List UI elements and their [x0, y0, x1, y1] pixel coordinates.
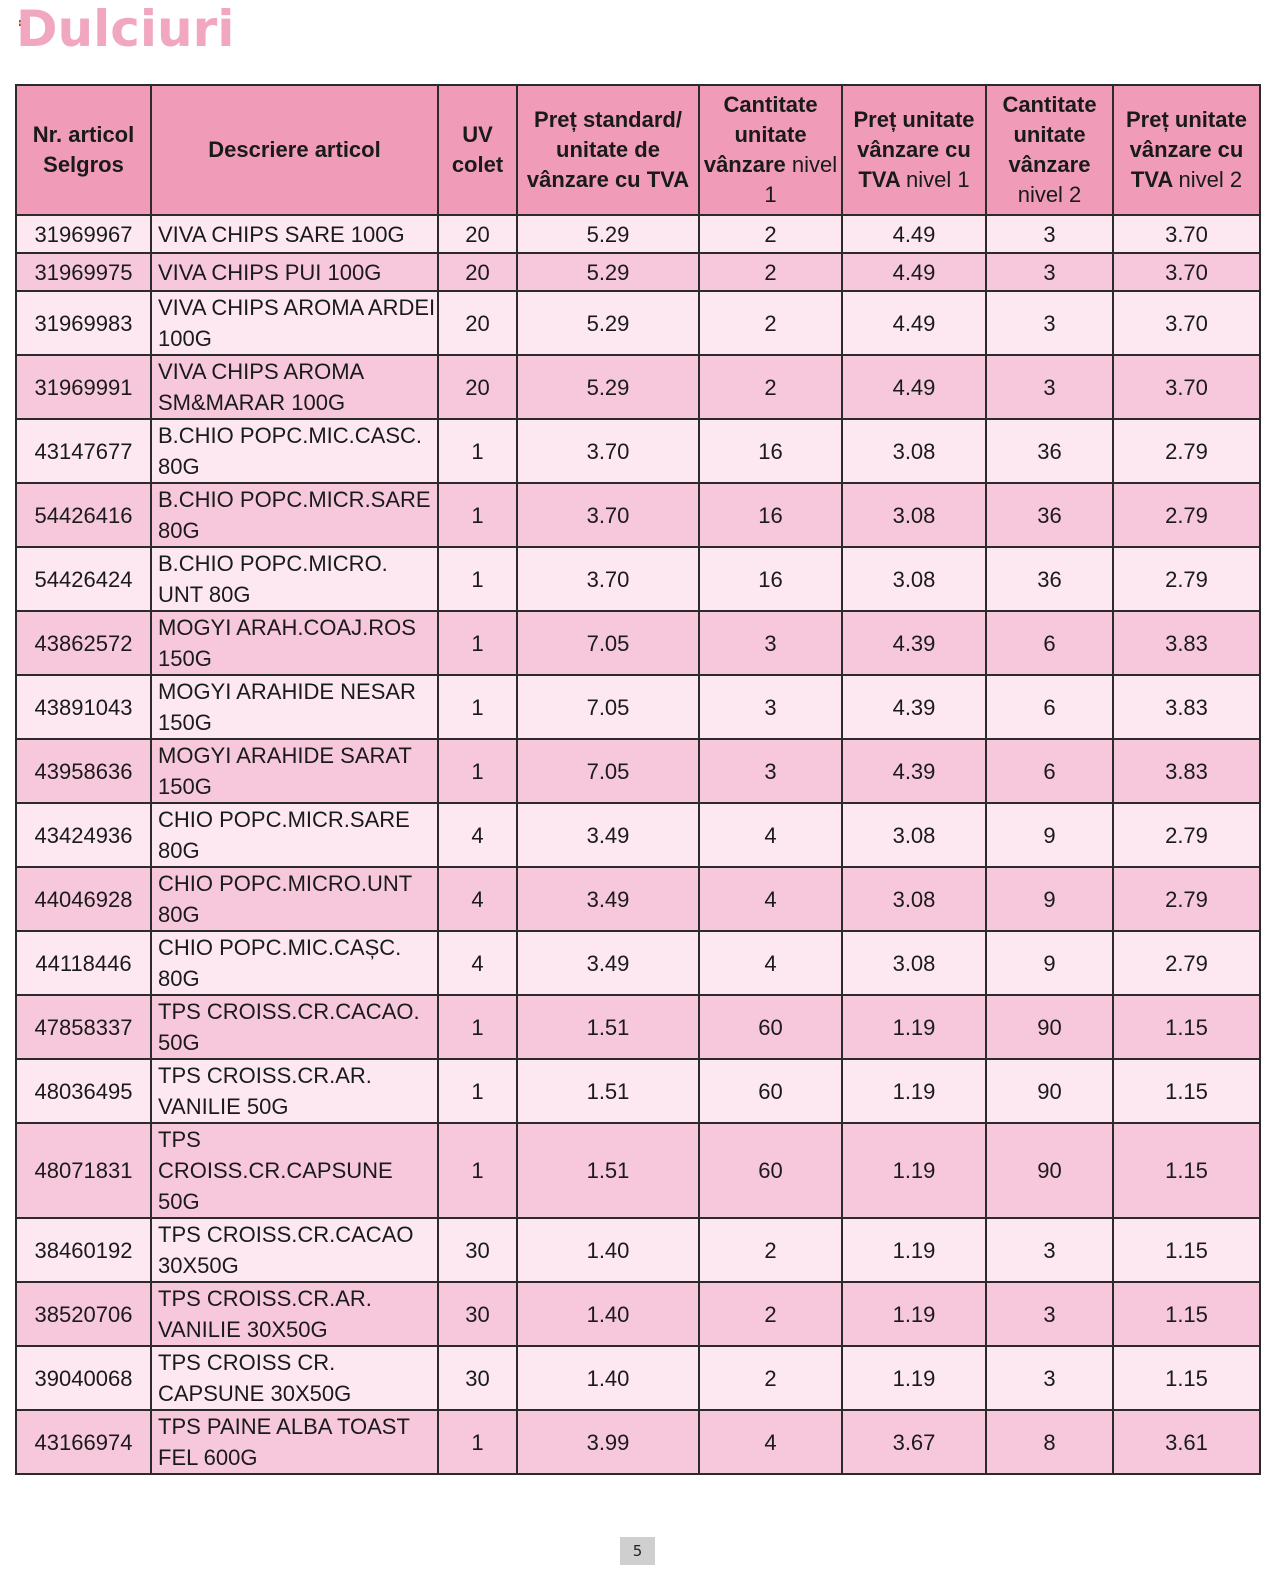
- cell-pret-1: 4.49: [842, 355, 986, 419]
- table-row: [16, 739, 1260, 803]
- cell-descriere: VIVA CHIPS AROMA ARDEI 100G: [151, 291, 438, 355]
- cell-descriere: B.CHIO POPC.MICR.SARE 80G: [151, 483, 438, 547]
- cell-cantitate-2: 3: [986, 291, 1113, 355]
- cell-nr-articol: 43147677: [16, 419, 151, 483]
- table-row: [16, 611, 1260, 675]
- cell-cantitate-1: 16: [699, 483, 842, 547]
- cell-cantitate-1: 4: [699, 931, 842, 995]
- cell-pret-standard: 7.05: [517, 675, 699, 739]
- cell-nr-articol: 38520706: [16, 1282, 151, 1346]
- cell-pret-2: 1.15: [1113, 995, 1260, 1059]
- cell-nr-articol: 54426416: [16, 483, 151, 547]
- cell-pret-2: 3.83: [1113, 611, 1260, 675]
- cell-pret-1: 3.08: [842, 803, 986, 867]
- cell-pret-1: 4.39: [842, 611, 986, 675]
- table-row: [16, 547, 1260, 611]
- cell-descriere: CHIO POPC.MICRO.UNT 80G: [151, 867, 438, 931]
- cell-cantitate-1: 2: [699, 291, 842, 355]
- cell-descriere: VIVA CHIPS SARE 100G: [151, 215, 438, 253]
- table-row: [16, 355, 1260, 419]
- cell-cantitate-2: 3: [986, 1346, 1113, 1410]
- cell-pret-2: 1.15: [1113, 1218, 1260, 1282]
- cell-cantitate-2: 8: [986, 1410, 1113, 1474]
- cell-pret-1: 4.39: [842, 675, 986, 739]
- cell-uv-colet: 30: [438, 1346, 517, 1410]
- header-nr-articol: Nr. articol Selgros: [16, 85, 151, 215]
- cell-uv-colet: 1: [438, 1123, 517, 1218]
- cell-pret-standard: 3.99: [517, 1410, 699, 1474]
- cell-descriere: TPS CROISS.CR.CAPSUNE 50G: [151, 1123, 438, 1218]
- cell-pret-standard: 5.29: [517, 355, 699, 419]
- table-row: [16, 419, 1260, 483]
- cell-uv-colet: 1: [438, 1059, 517, 1123]
- cell-pret-standard: 1.40: [517, 1346, 699, 1410]
- header-pret-standard: Preț standard/ unitate de vânzare cu TVA: [517, 85, 699, 215]
- cell-nr-articol: 44046928: [16, 867, 151, 931]
- cell-nr-articol: 48071831: [16, 1123, 151, 1218]
- cell-pret-standard: 1.51: [517, 1059, 699, 1123]
- cell-cantitate-1: 2: [699, 253, 842, 291]
- cell-descriere: MOGYI ARAHIDE SARAT 150G: [151, 739, 438, 803]
- cell-pret-2: 2.79: [1113, 419, 1260, 483]
- cell-uv-colet: 30: [438, 1218, 517, 1282]
- cell-cantitate-2: 3: [986, 253, 1113, 291]
- cell-pret-2: 3.70: [1113, 253, 1260, 291]
- header-pret-nivel-1: Preț unitate vânzare cu TVA nivel 1: [842, 85, 986, 215]
- cell-cantitate-2: 6: [986, 611, 1113, 675]
- cell-descriere: VIVA CHIPS PUI 100G: [151, 253, 438, 291]
- table-row: [16, 995, 1260, 1059]
- cell-nr-articol: 43891043: [16, 675, 151, 739]
- table-header-row: [16, 85, 1260, 215]
- cell-nr-articol: 43424936: [16, 803, 151, 867]
- page-title: Dulciuri: [16, 0, 235, 58]
- cell-nr-articol: 31969975: [16, 253, 151, 291]
- cell-pret-1: 1.19: [842, 995, 986, 1059]
- cell-pret-standard: 3.49: [517, 803, 699, 867]
- cell-pret-2: 3.83: [1113, 739, 1260, 803]
- cell-pret-2: 2.79: [1113, 867, 1260, 931]
- cell-cantitate-2: 36: [986, 547, 1113, 611]
- cell-descriere: TPS PAINE ALBA TOAST FEL 600G: [151, 1410, 438, 1474]
- cell-descriere: TPS CROISS.CR.CACAO 30X50G: [151, 1218, 438, 1282]
- cell-cantitate-2: 3: [986, 355, 1113, 419]
- table-row: [16, 931, 1260, 995]
- cell-pret-1: 4.49: [842, 291, 986, 355]
- table-row: [16, 1059, 1260, 1123]
- cell-pret-standard: 3.49: [517, 931, 699, 995]
- cell-uv-colet: 1: [438, 419, 517, 483]
- cell-cantitate-1: 60: [699, 995, 842, 1059]
- cell-cantitate-1: 2: [699, 1218, 842, 1282]
- cell-cantitate-2: 9: [986, 867, 1113, 931]
- cell-pret-2: 1.15: [1113, 1059, 1260, 1123]
- cell-cantitate-1: 2: [699, 1346, 842, 1410]
- table-row: [16, 803, 1260, 867]
- cell-uv-colet: 1: [438, 547, 517, 611]
- cell-pret-1: 4.49: [842, 253, 986, 291]
- cell-pret-1: 3.08: [842, 419, 986, 483]
- cell-nr-articol: 47858337: [16, 995, 151, 1059]
- cell-pret-2: 1.15: [1113, 1282, 1260, 1346]
- cell-cantitate-2: 90: [986, 995, 1113, 1059]
- cell-pret-standard: 3.49: [517, 867, 699, 931]
- cell-uv-colet: 1: [438, 675, 517, 739]
- cell-pret-2: 2.79: [1113, 803, 1260, 867]
- header-cantitate-nivel-2: Cantitate unitate vânzare nivel 2: [986, 85, 1113, 215]
- cell-cantitate-1: 3: [699, 675, 842, 739]
- cell-cantitate-2: 6: [986, 675, 1113, 739]
- cell-pret-standard: 5.29: [517, 253, 699, 291]
- cell-cantitate-1: 3: [699, 739, 842, 803]
- cell-cantitate-2: 36: [986, 483, 1113, 547]
- cell-nr-articol: 39040068: [16, 1346, 151, 1410]
- cell-pret-standard: 1.51: [517, 1123, 699, 1218]
- cell-uv-colet: 1: [438, 739, 517, 803]
- cell-cantitate-2: 3: [986, 1218, 1113, 1282]
- cell-uv-colet: 1: [438, 611, 517, 675]
- cell-nr-articol: 43166974: [16, 1410, 151, 1474]
- table-row: [16, 675, 1260, 739]
- table-row: [16, 483, 1260, 547]
- table-row: [16, 867, 1260, 931]
- table-row: [16, 1218, 1260, 1282]
- cell-pret-2: 2.79: [1113, 547, 1260, 611]
- page-number: 5: [620, 1537, 655, 1565]
- cell-descriere: CHIO POPC.MIC.CAȘC. 80G: [151, 931, 438, 995]
- cell-pret-1: 4.39: [842, 739, 986, 803]
- cell-descriere: MOGYI ARAH.COAJ.ROS 150G: [151, 611, 438, 675]
- cell-cantitate-1: 2: [699, 215, 842, 253]
- cell-nr-articol: 54426424: [16, 547, 151, 611]
- cell-descriere: B.CHIO POPC.MICRO. UNT 80G: [151, 547, 438, 611]
- price-table: [15, 84, 1261, 1475]
- cell-nr-articol: 48036495: [16, 1059, 151, 1123]
- cell-cantitate-1: 4: [699, 867, 842, 931]
- cell-cantitate-2: 3: [986, 1282, 1113, 1346]
- cell-descriere: MOGYI ARAHIDE NESAR 150G: [151, 675, 438, 739]
- cell-pret-1: 4.49: [842, 215, 986, 253]
- cell-pret-1: 3.08: [842, 867, 986, 931]
- cell-descriere: TPS CROISS CR. CAPSUNE 30X50G: [151, 1346, 438, 1410]
- cell-cantitate-1: 2: [699, 1282, 842, 1346]
- cell-pret-2: 3.83: [1113, 675, 1260, 739]
- cell-pret-2: 2.79: [1113, 483, 1260, 547]
- table-row: [16, 291, 1260, 355]
- cell-cantitate-1: 60: [699, 1123, 842, 1218]
- cell-pret-2: 1.15: [1113, 1123, 1260, 1218]
- cell-cantitate-1: 60: [699, 1059, 842, 1123]
- cell-pret-1: 1.19: [842, 1346, 986, 1410]
- cell-pret-standard: 1.40: [517, 1282, 699, 1346]
- cell-nr-articol: 43862572: [16, 611, 151, 675]
- cell-descriere: TPS CROISS.CR.CACAO. 50G: [151, 995, 438, 1059]
- cell-descriere: VIVA CHIPS AROMA SM&MARAR 100G: [151, 355, 438, 419]
- cell-cantitate-1: 16: [699, 547, 842, 611]
- cell-cantitate-2: 36: [986, 419, 1113, 483]
- cell-pret-1: 1.19: [842, 1123, 986, 1218]
- cell-pret-standard: 3.70: [517, 419, 699, 483]
- cell-descriere: TPS CROISS.CR.AR. VANILIE 30X50G: [151, 1282, 438, 1346]
- cell-pret-2: 2.79: [1113, 931, 1260, 995]
- cell-pret-standard: 5.29: [517, 291, 699, 355]
- cell-descriere: B.CHIO POPC.MIC.CASC. 80G: [151, 419, 438, 483]
- cell-uv-colet: 4: [438, 803, 517, 867]
- cell-descriere: CHIO POPC.MICR.SARE 80G: [151, 803, 438, 867]
- cell-cantitate-1: 4: [699, 1410, 842, 1474]
- cell-uv-colet: 20: [438, 215, 517, 253]
- table-row: [16, 1410, 1260, 1474]
- table-row: [16, 215, 1260, 253]
- cell-pret-standard: 7.05: [517, 611, 699, 675]
- table-row: [16, 1346, 1260, 1410]
- cell-pret-standard: 3.70: [517, 547, 699, 611]
- cell-nr-articol: 31969967: [16, 215, 151, 253]
- header-descriere: Descriere articol: [151, 85, 438, 215]
- cell-cantitate-2: 9: [986, 803, 1113, 867]
- cell-descriere: TPS CROISS.CR.AR. VANILIE 50G: [151, 1059, 438, 1123]
- cell-pret-standard: 1.51: [517, 995, 699, 1059]
- cell-pret-2: 3.70: [1113, 355, 1260, 419]
- cell-cantitate-1: 2: [699, 355, 842, 419]
- cell-pret-1: 3.08: [842, 547, 986, 611]
- cell-cantitate-2: 90: [986, 1123, 1113, 1218]
- cell-uv-colet: 4: [438, 867, 517, 931]
- cell-nr-articol: 31969983: [16, 291, 151, 355]
- cell-nr-articol: 31969991: [16, 355, 151, 419]
- cell-cantitate-2: 90: [986, 1059, 1113, 1123]
- cell-pret-2: 1.15: [1113, 1346, 1260, 1410]
- cell-uv-colet: 1: [438, 1410, 517, 1474]
- cell-pret-1: 3.67: [842, 1410, 986, 1474]
- cell-uv-colet: 20: [438, 291, 517, 355]
- cell-uv-colet: 30: [438, 1282, 517, 1346]
- cell-pret-2: 3.70: [1113, 215, 1260, 253]
- cell-pret-standard: 1.40: [517, 1218, 699, 1282]
- cell-pret-1: 1.19: [842, 1282, 986, 1346]
- header-uv-colet: UV colet: [438, 85, 517, 215]
- cell-pret-standard: 3.70: [517, 483, 699, 547]
- cell-uv-colet: 20: [438, 355, 517, 419]
- cell-pret-1: 3.08: [842, 483, 986, 547]
- cell-uv-colet: 1: [438, 483, 517, 547]
- cell-cantitate-1: 4: [699, 803, 842, 867]
- cell-pret-1: 1.19: [842, 1059, 986, 1123]
- cell-nr-articol: 43958636: [16, 739, 151, 803]
- cell-nr-articol: 44118446: [16, 931, 151, 995]
- cell-pret-standard: 7.05: [517, 739, 699, 803]
- cell-pret-1: 1.19: [842, 1218, 986, 1282]
- cell-uv-colet: 1: [438, 995, 517, 1059]
- table-row: [16, 1282, 1260, 1346]
- cell-pret-1: 3.08: [842, 931, 986, 995]
- cell-cantitate-2: 6: [986, 739, 1113, 803]
- header-cantitate-nivel-1: Cantitate unitate vânzare nivel 1: [699, 85, 842, 215]
- cell-pret-2: 3.70: [1113, 291, 1260, 355]
- cell-cantitate-1: 3: [699, 611, 842, 675]
- cell-pret-standard: 5.29: [517, 215, 699, 253]
- table-row: [16, 1123, 1260, 1218]
- cell-uv-colet: 20: [438, 253, 517, 291]
- cell-uv-colet: 4: [438, 931, 517, 995]
- cell-cantitate-1: 16: [699, 419, 842, 483]
- cell-cantitate-2: 9: [986, 931, 1113, 995]
- header-pret-nivel-2: Preț unitate vânzare cu TVA nivel 2: [1113, 85, 1260, 215]
- cell-pret-2: 3.61: [1113, 1410, 1260, 1474]
- cell-cantitate-2: 3: [986, 215, 1113, 253]
- table-row: [16, 253, 1260, 291]
- cell-nr-articol: 38460192: [16, 1218, 151, 1282]
